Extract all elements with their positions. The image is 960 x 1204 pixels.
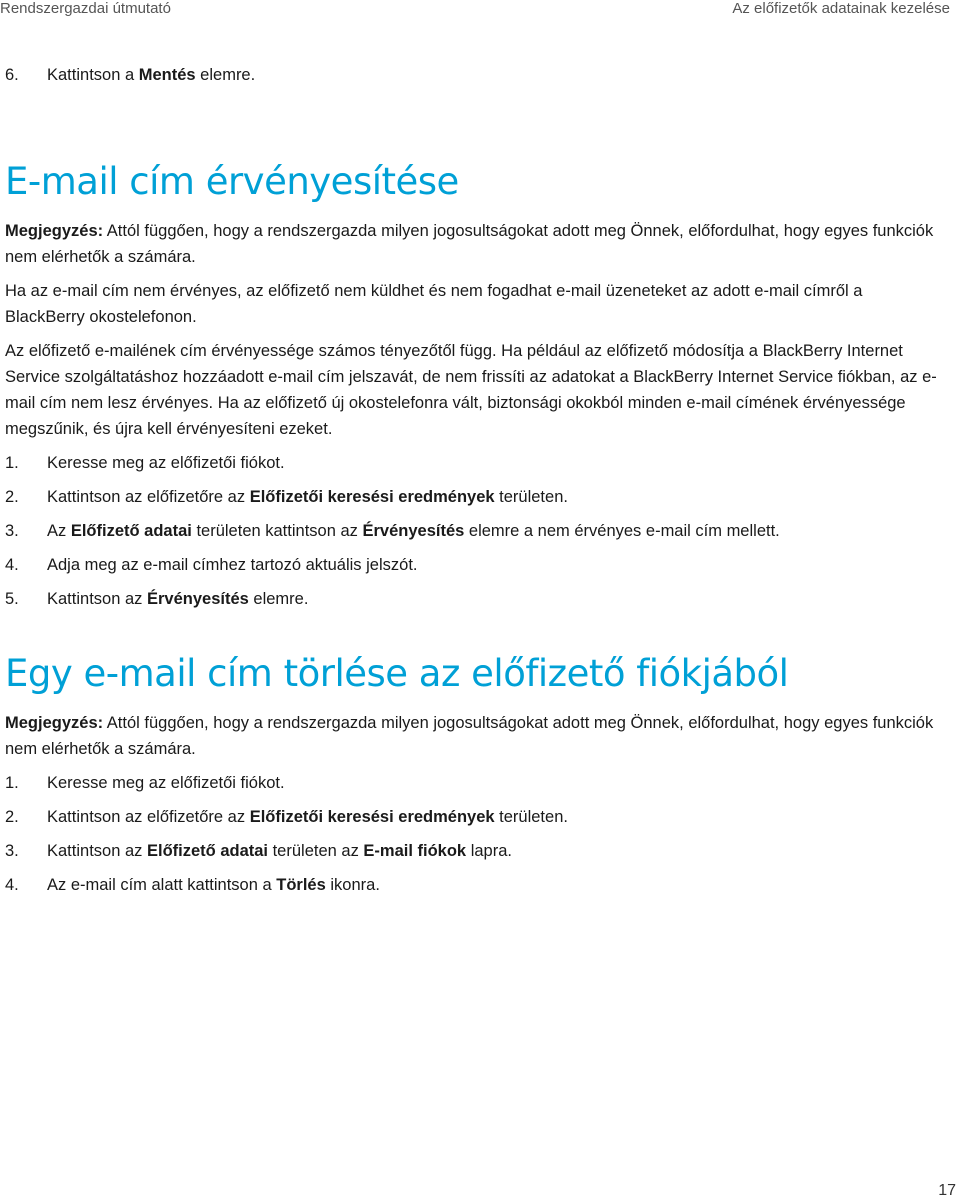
- ui-term: Előfizetői keresési eredmények: [249, 808, 495, 826]
- step-item: [5, 552, 940, 578]
- ui-term: Előfizető adatai: [146, 842, 269, 860]
- step-item: [5, 872, 940, 898]
- step-item: [5, 838, 940, 864]
- ui-term: Törlés: [276, 876, 326, 894]
- header-doc-title: Rendszergazdai útmutató: [0, 0, 171, 17]
- step-item: [5, 586, 940, 612]
- step-number: 5.: [5, 590, 19, 608]
- step-item: [5, 450, 940, 476]
- step-number: 4.: [5, 556, 19, 574]
- page-content: [5, 62, 940, 898]
- step-text: Kattintson az előfizetőre az Előfizetői keresési eredmények területen.: [47, 488, 568, 506]
- step-text: Kattintson a Mentés elemre.: [47, 66, 256, 84]
- prev-step-6: [5, 62, 940, 88]
- step-number: 4.: [5, 876, 19, 894]
- step-number: 1.: [5, 454, 19, 472]
- step-text: Az Előfizető adatai területen kattintson az Érvényesítés elemre a nem érvényes e-mail cím mellett.: [47, 522, 780, 540]
- ui-term: Előfizető adatai: [70, 522, 192, 540]
- ui-term: E-mail fiókok: [363, 842, 467, 860]
- step-number: 2.: [5, 488, 19, 506]
- ui-term: Érvényesítés: [146, 590, 249, 608]
- note-label: Megjegyzés:: [5, 222, 104, 240]
- note-paragraph: Megjegyzés: Attól függően, hogy a rendszergazda milyen jogosultságokat adott meg Önnek, előfordulhat, hogy egyes funkciók nem elérhetők a számára.: [5, 222, 934, 266]
- step-text: Adja meg az e-mail címhez tartozó aktuális jelszót.: [47, 556, 418, 574]
- step-number: 1.: [5, 774, 19, 792]
- step-item: [5, 518, 940, 544]
- body-paragraph: Az előfizető e-mailének cím érvényessége számos tényezőtől függ. Ha például az előfizető módosítja a BlackBerry Internet Service szolgáltatáshoz hozzáadott e-mail cím jelszavát, de nem frissíti az adatokat a BlackBerry Internet Service fiókban, az e-mail cím nem lesz érvényes. Ha az előfizető új okostelefonra vált, biztonsági okokból minden e-mail címének érvényessége megszűnik, és újra kell érvényesíteni ezeket.: [5, 342, 937, 438]
- step-item: [5, 770, 940, 796]
- step-number: 6.: [5, 66, 19, 84]
- ui-term: Mentés: [138, 66, 196, 84]
- body-paragraph: Ha az e-mail cím nem érvényes, az előfizető nem küldhet és nem fogadhat e-mail üzeneteket az adott e-mail címről a BlackBerry okostelefonon.: [5, 282, 863, 326]
- step-text: Az e-mail cím alatt kattintson a Törlés ikonra.: [47, 876, 380, 894]
- step-text: Keresse meg az előfizetői fiókot.: [47, 774, 285, 792]
- step-text: Kattintson az Érvényesítés elemre.: [47, 590, 309, 608]
- step-number: 3.: [5, 522, 19, 540]
- section-title-delete: Egy e-mail cím törlése az előfizető fiókjából: [5, 652, 789, 695]
- step-text: Kattintson az Előfizető adatai területen az E-mail fiókok lapra.: [47, 842, 512, 860]
- step-number: 3.: [5, 842, 19, 860]
- header-section-title: Az előfizetők adatainak kezelése: [732, 0, 950, 17]
- section-title-validate: E-mail cím érvényesítése: [5, 160, 459, 203]
- note-paragraph: Megjegyzés: Attól függően, hogy a rendszergazda milyen jogosultságokat adott meg Önnek, előfordulhat, hogy egyes funkciók nem elérhetők a számára.: [5, 714, 934, 758]
- ui-term: Érvényesítés: [362, 522, 465, 540]
- note-label: Megjegyzés:: [5, 714, 104, 732]
- ui-term: Előfizetői keresési eredmények: [249, 488, 495, 506]
- step-number: 2.: [5, 808, 19, 826]
- step-text: Keresse meg az előfizetői fiókot.: [47, 454, 285, 472]
- page-number: 17: [938, 1182, 956, 1199]
- step-item: [5, 484, 940, 510]
- step-text: Kattintson az előfizetőre az Előfizetői keresési eredmények területen.: [47, 808, 568, 826]
- step-item: [5, 804, 940, 830]
